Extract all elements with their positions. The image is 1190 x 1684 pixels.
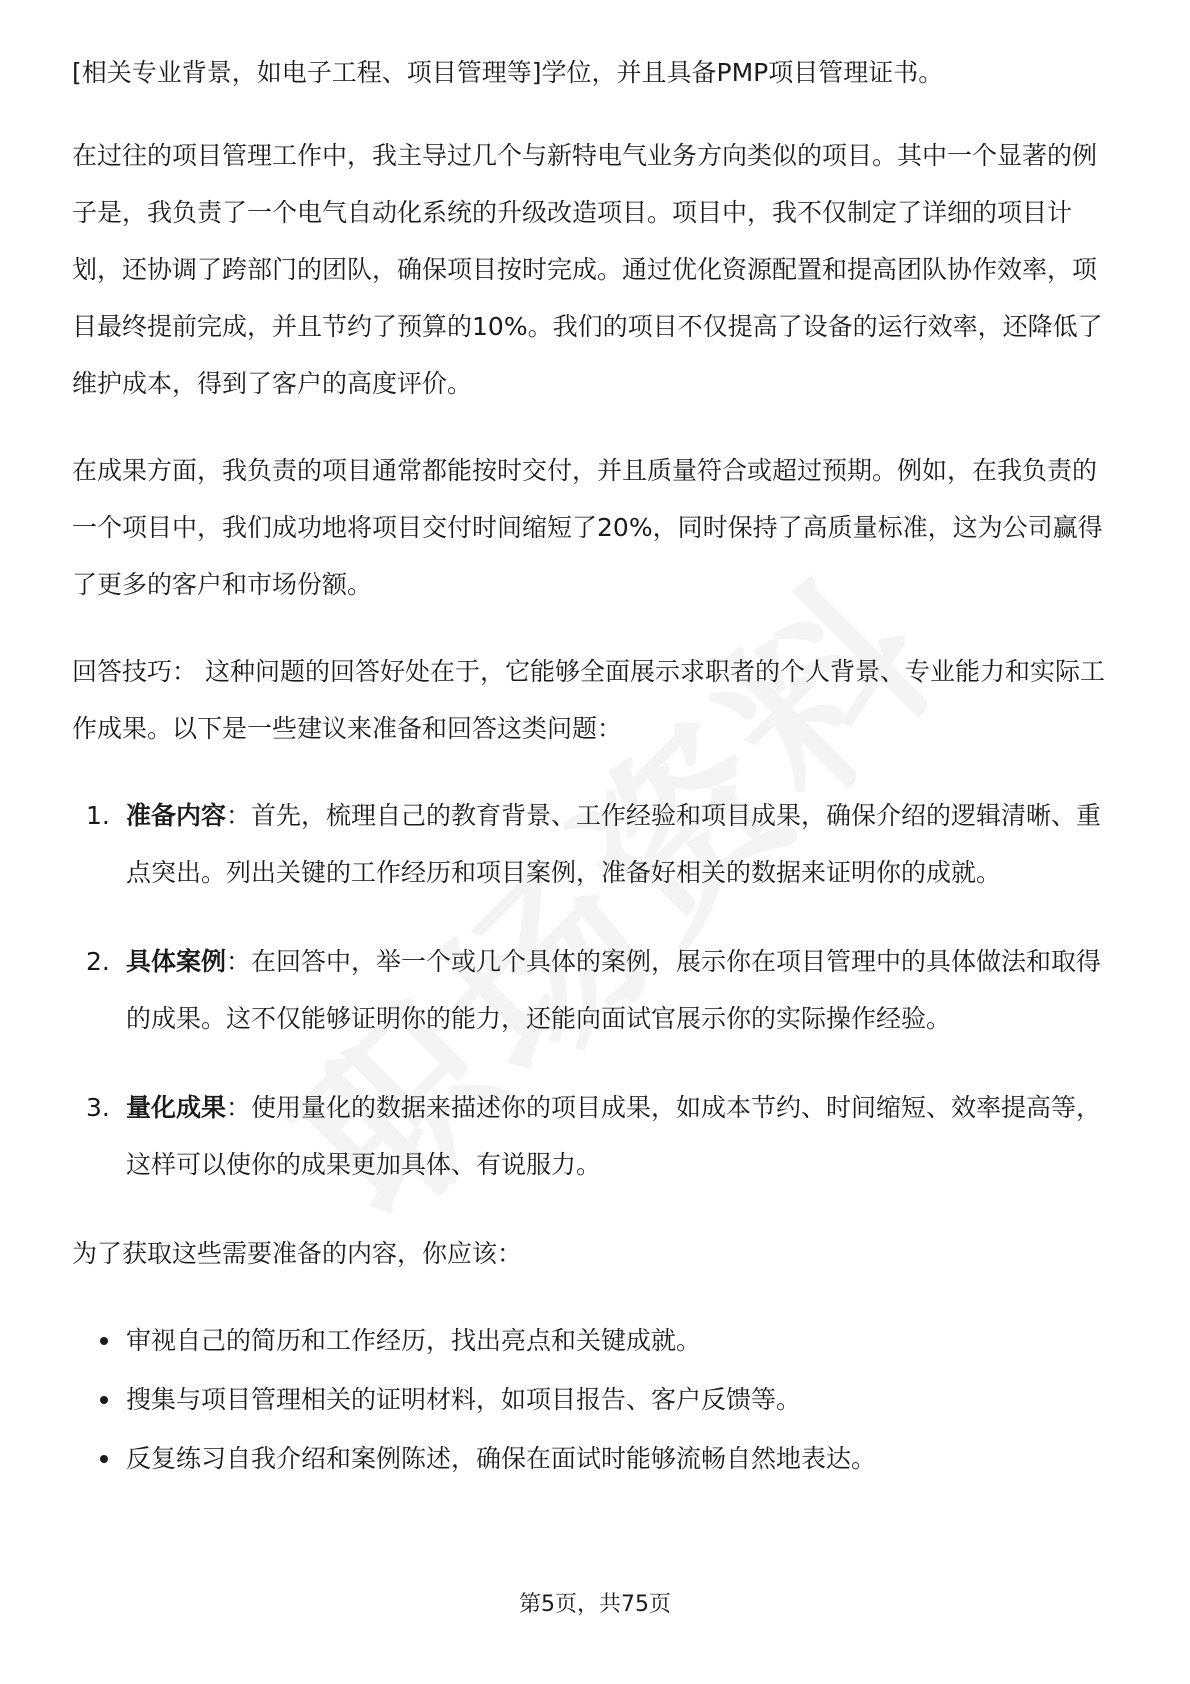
list-text: ：在回答中，举一个或几个具体的案例，展示你在项目管理中的具体做法和取得的成果。这不仅能够证明你的能力，还能向面试官展示你的实际操作经验。: [126, 947, 1102, 1033]
paragraph-degree: [相关专业背景，如电子工程、项目管理等]学位，并且具备PMP项目管理证书。: [72, 58, 944, 87]
document-body: [72, 44, 1118, 1489]
paragraph-experience: 在过往的项目管理工作中，我主导过几个与新特电气业务方向类似的项目。其中一个显著的例子是，我负责了一个电气自动化系统的升级改造项目。项目中，我不仅制定了详细的项目计划，还协调了跨部门的团队，确保项目按时完成。通过优化资源配置和提高团队协作效率，项目最终提前完成，并且节约了预算的10%。我们的项目不仅提高了设备的运行效率，还降低了维护成本，得到了客户的高度评价。: [72, 141, 1103, 398]
prepare-list-item: [72, 1312, 1118, 1369]
list-term: 具体案例: [126, 947, 227, 976]
bullet-icon: [100, 1396, 108, 1404]
bullet-text: 审视自己的简历和工作经历，找出亮点和关键成就。: [126, 1326, 702, 1355]
tips-list-item: [72, 1079, 1118, 1193]
bullet-text: 反复练习自我介绍和案例陈述，确保在面试时能够流畅自然地表达。: [126, 1444, 877, 1473]
paragraph-tips: 回答技巧： 这种问题的回答好处在于，它能够全面展示求职者的个人背景、专业能力和实际工作成果。以下是一些建议来准备和回答这类问题：: [72, 657, 1105, 743]
list-term: 准备内容: [126, 801, 227, 830]
list-number: 2.: [86, 947, 110, 976]
list-number: 3.: [86, 1093, 110, 1122]
list-text: ：使用量化的数据来描述你的项目成果，如成本节约、时间缩短、效率提高等，这样可以使你的成果更加具体、有说服力。: [126, 1093, 1102, 1179]
list-term: 量化成果: [126, 1093, 227, 1122]
tips-list-item: [72, 933, 1118, 1047]
paragraph-prepare: 为了获取这些需要准备的内容，你应该：: [72, 1239, 523, 1268]
bullet-icon: [100, 1455, 108, 1463]
prepare-list: [72, 1312, 1118, 1487]
bullet-text: 搜集与项目管理相关的证明材料，如项目报告、客户反馈等。: [126, 1385, 802, 1414]
tips-list: [72, 787, 1118, 1193]
list-number: 1.: [86, 801, 110, 830]
prepare-list-item: [72, 1371, 1118, 1428]
list-text: ：首先，梳理自己的教育背景、工作经验和项目成果，确保介绍的逻辑清晰、重点突出。列出关键的工作经历和项目案例，准备好相关的数据来证明你的成就。: [126, 801, 1102, 887]
paragraph-results: 在成果方面，我负责的项目通常都能按时交付，并且质量符合或超过预期。例如，在我负责的一个项目中，我们成功地将项目交付时间缩短了20%，同时保持了高质量标准，这为公司赢得了更多的客户和市场份额。: [72, 456, 1103, 599]
page-number: 第5页，共75页: [519, 1592, 671, 1617]
prepare-list-item: [72, 1430, 1118, 1487]
tips-list-item: [72, 787, 1118, 901]
bullet-icon: [100, 1337, 108, 1345]
